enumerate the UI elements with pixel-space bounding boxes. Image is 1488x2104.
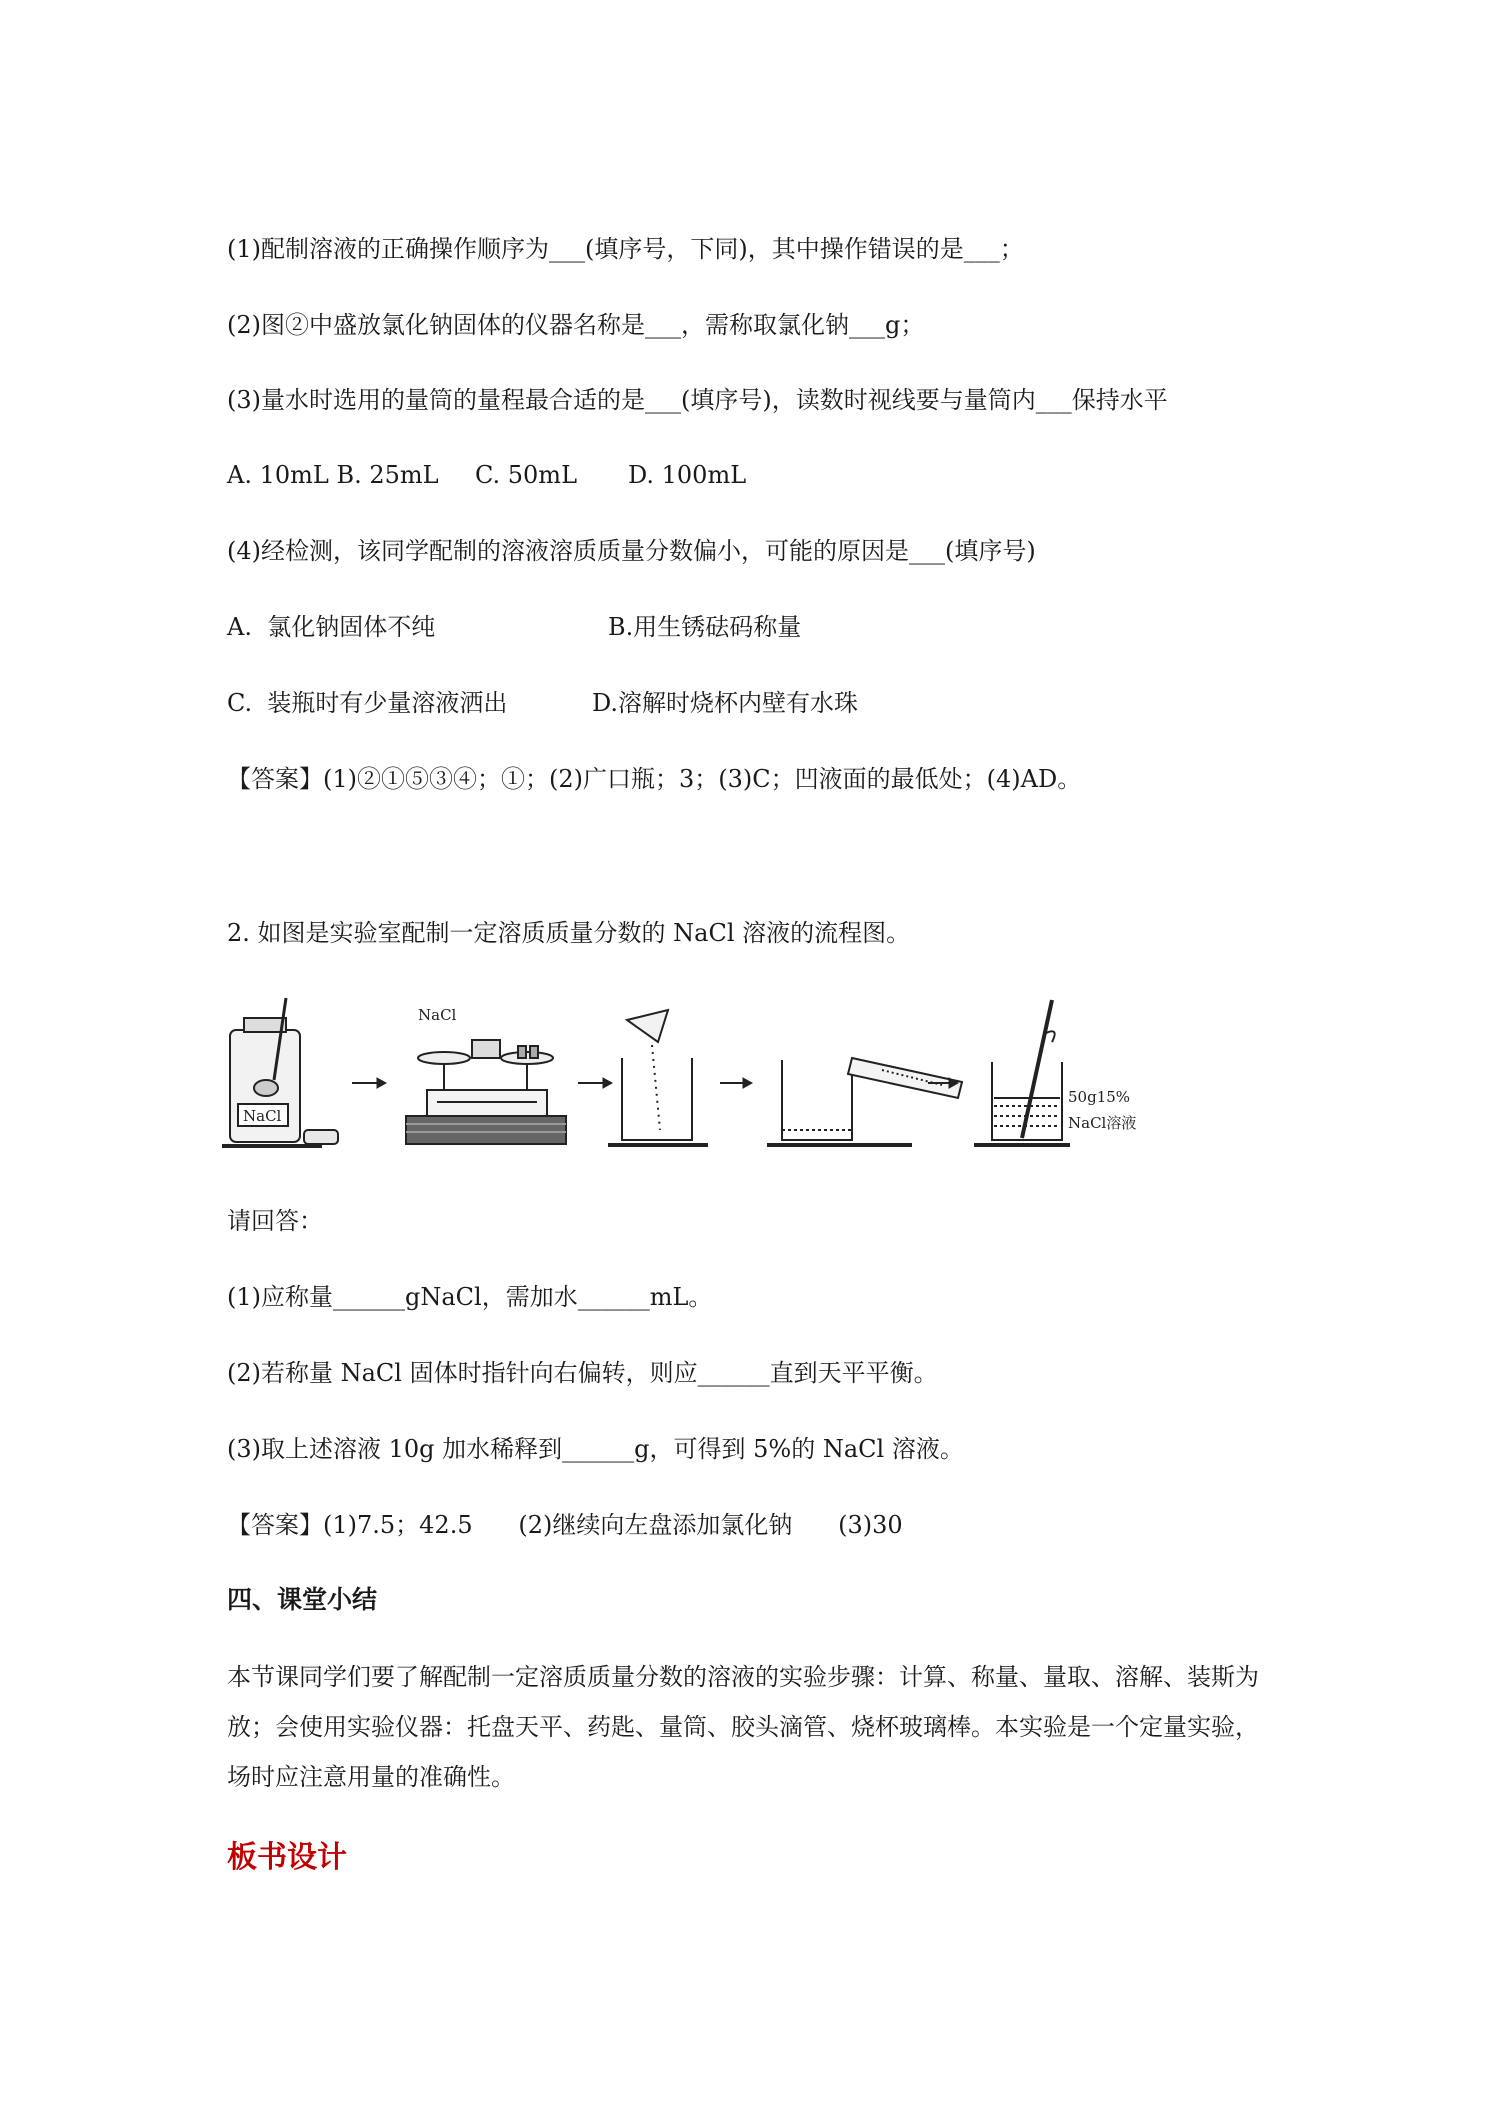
final-solution-concentration: 50g15% (1068, 1088, 1131, 1106)
q2-part1: (1)应称量______gNaCl，需加水______mL。 (227, 1283, 713, 1311)
q1-part4-option-c: C. 装瓶时有少量溶液洒出 (227, 689, 508, 717)
q2-part3: (3)取上述溶液 10g 加水稀释到______g，可得到 5%的 NaCl 溶液。 (227, 1435, 964, 1463)
q2-answer: 【答案】(1)7.5；42.5 (2)继续向左盘添加氯化钠 (3)30 (227, 1511, 903, 1539)
bottle-label: NaCl (243, 1107, 282, 1125)
summary-heading: 四、课堂小结 (227, 1585, 378, 1614)
q1-part3-option-c: C. 50mL (475, 461, 577, 489)
q1-part4: (4)经检测，该同学配制的溶液溶质质量分数偏小，可能的原因是___(填序号) (227, 537, 1036, 565)
q1-answer: 【答案】(1)②①⑤③④；①；(2)广口瓶；3；(3)C；凹液面的最低处；(4)AD。 (227, 765, 1082, 793)
cylinder-pour (767, 1058, 962, 1145)
balance-label: NaCl (418, 1006, 457, 1024)
q1-part4-option-d: D.溶解时烧杯内壁有水珠 (592, 689, 859, 717)
board-design-heading: 板书设计 (227, 1840, 347, 1875)
q2-stem: 2. 如图是实验室配制一定溶质质量分数的 NaCl 溶液的流程图。 (227, 919, 911, 947)
q1-part4-option-b: B.用生锈砝码称量 (608, 613, 802, 641)
summary-paragraph: 本节课同学们要了解配制一定溶质质量分数的溶液的实验步骤：计算、称量、量取、溶解、装斯为放；会使用实验仪器：托盘天平、药匙、量筒、胶头滴管、烧杯玻璃棒。本实验是一个定量实验，场时应注意用量的准确性。 (227, 1663, 1259, 1791)
balance (406, 1040, 566, 1144)
q1-part4-option-a: A. 氯化钠固体不纯 (227, 613, 436, 641)
q1-part3-option-d: D. 100mL (628, 461, 747, 489)
q1-part1: (1)配制溶液的正确操作顺序为___(填序号，下同)，其中操作错误的是___； (227, 235, 1024, 263)
final-solution-name: NaCl溶液 (1068, 1114, 1137, 1132)
q1-part3: (3)量水时选用的量筒的量程最合适的是___(填序号)，读数时视线要与量筒内___保持水平 (227, 386, 1168, 414)
q1-part3-option-ab: A. 10mL B. 25mL (227, 461, 439, 489)
arrow-1 (352, 1078, 386, 1088)
q2-part2: (2)若称量 NaCl 固体时指针向右偏转，则应______直到天平平衡。 (227, 1359, 938, 1387)
arrow-3 (720, 1078, 752, 1088)
stirring-beaker (974, 1000, 1070, 1145)
arrow-2 (578, 1078, 612, 1088)
q1-part2: (2)图②中盛放氯化钠固体的仪器名称是___，需称取氯化钠___g； (227, 311, 925, 339)
flow-diagram (222, 990, 1222, 1160)
pour-beaker (608, 1010, 708, 1145)
q2-prompt: 请回答： (227, 1207, 323, 1235)
